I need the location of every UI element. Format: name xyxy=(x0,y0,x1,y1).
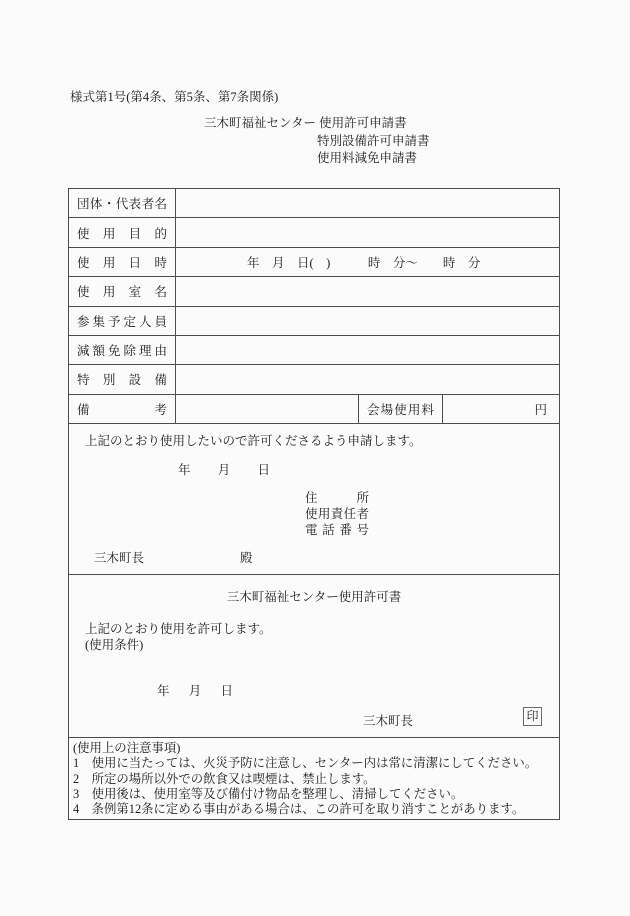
table-row-room xyxy=(69,277,559,306)
address-label: 住所 xyxy=(305,491,369,505)
venue-fee-value: 円 xyxy=(534,402,547,417)
row-label: 団体・代表者名 xyxy=(69,189,176,217)
note-item-4: 4 条例第12条に定める事由がある場合は、この許可を取り消すことがあります。 xyxy=(73,802,525,817)
application-section xyxy=(69,424,559,575)
application-date-line: 年 月 日 xyxy=(178,463,270,477)
row-value xyxy=(176,218,559,246)
table-row-purpose xyxy=(69,218,559,247)
row-value-datetime: 年 月 日( ) 時 分～ 時 分 xyxy=(247,255,481,270)
notes-section xyxy=(69,738,559,819)
permit-statement: 上記のとおり使用を許可します。 xyxy=(85,622,272,636)
permit-title: 三木町福祉センター使用許可書 xyxy=(226,590,402,604)
remarks-value xyxy=(176,395,358,423)
table-row-exemption-reason xyxy=(69,336,559,365)
addressee-honorific: 殿 xyxy=(240,551,253,565)
table-row-datetime xyxy=(69,248,559,277)
row-label: 減額免除理由 xyxy=(69,336,176,364)
notes-heading: (使用上の注意事項) xyxy=(73,741,181,755)
row-label: 使用室名 xyxy=(69,277,176,305)
applicant-fields xyxy=(305,490,369,538)
table-row-special-equipment xyxy=(69,365,559,394)
row-value xyxy=(176,189,559,217)
application-table xyxy=(69,189,559,424)
note-item-1: 1 使用に当たっては、火災予防に注意し、センター内は常に清潔にしてください。 xyxy=(73,756,538,771)
permit-mayor: 三木町長 xyxy=(363,714,414,728)
row-value xyxy=(176,365,559,393)
form-box xyxy=(68,188,560,820)
row-label: 参集予定人員 xyxy=(69,307,176,335)
row-value xyxy=(176,307,559,335)
phone-number-label: 電話番号 xyxy=(305,523,369,537)
seal-box: 印 xyxy=(523,707,542,726)
row-value xyxy=(176,336,559,364)
document-title xyxy=(204,115,430,168)
table-row-remarks xyxy=(69,395,559,423)
title-line-2: 特別設備許可申請書 xyxy=(317,133,430,148)
permit-section xyxy=(69,575,559,738)
permit-conditions-label: (使用条件) xyxy=(85,638,144,652)
title-line-1: 三木町福祉センター 使用許可申請書 xyxy=(204,116,407,130)
note-item-3: 3 使用後は、使用室等及び備付け物品を整理し、清掃してください。 xyxy=(73,786,464,801)
row-label: 使用目的 xyxy=(69,218,176,246)
row-label: 備考 xyxy=(69,395,176,423)
note-item-2: 2 所定の場所以外での飲食又は喫煙は、禁止します。 xyxy=(73,771,376,786)
responsible-person-label: 使用責任者 xyxy=(305,507,369,521)
row-label: 特別設備 xyxy=(69,365,176,393)
table-row-organization xyxy=(69,189,559,218)
venue-fee-label: 会場使用料 xyxy=(358,395,443,423)
row-value xyxy=(176,277,559,305)
table-row-attendees xyxy=(69,307,559,336)
addressee-mayor: 三木町長 xyxy=(94,551,145,565)
application-statement: 上記のとおり使用したいので許可くださるよう申請します。 xyxy=(85,434,422,448)
row-label: 使用日時 xyxy=(69,248,176,276)
form-number: 様式第1号(第4条、第5条、第7条関係) xyxy=(70,90,279,104)
title-line-3: 使用料減免申請書 xyxy=(317,151,418,165)
permit-date-line: 年 月 日 xyxy=(157,684,233,698)
